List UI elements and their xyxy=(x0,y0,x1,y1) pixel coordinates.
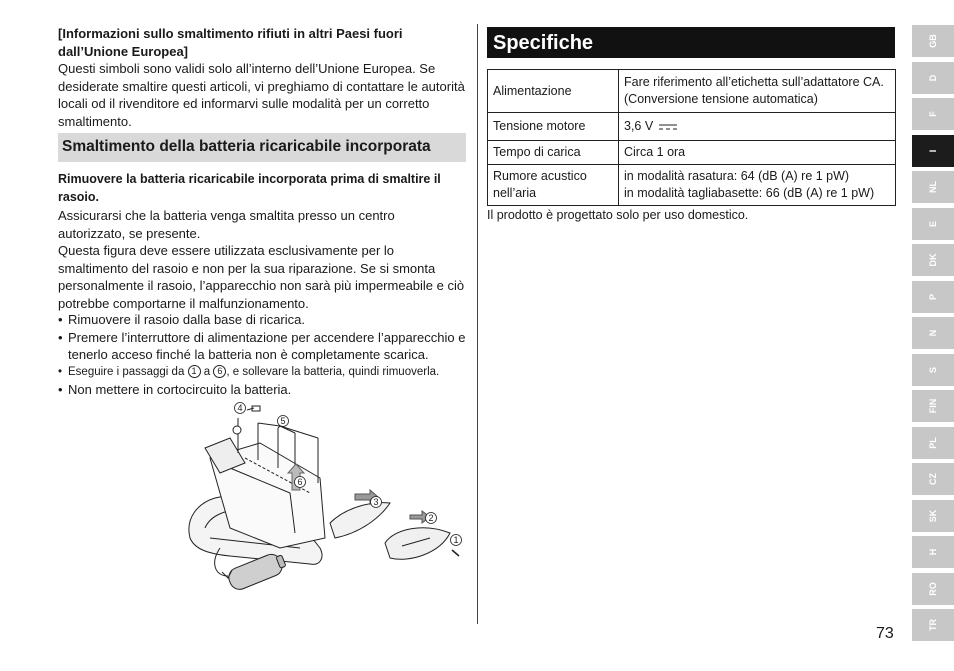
language-tab-label: H xyxy=(928,548,938,556)
battery-section-heading: Smaltimento della batteria ricaricabile incorporata xyxy=(58,133,466,162)
language-tab-i[interactable] xyxy=(912,135,954,167)
spec-value: Fare riferimento all’etichetta sull’adattatore CA. (Conversione tensione automatica) xyxy=(619,70,896,113)
battery-warning: Rimuovere la batteria ricaricabile incorporata prima di smaltire il rasoio. xyxy=(58,172,441,204)
language-tab-h[interactable] xyxy=(912,536,954,568)
list-item: • Premere l’interruttore di alimentazione per accendere l’apparecchio e tenerlo acceso finché la batteria non è completamente scarica. xyxy=(58,329,466,364)
language-tab-label: E xyxy=(928,220,938,227)
column-divider xyxy=(477,24,478,624)
dc-symbol-icon xyxy=(659,123,677,131)
callout-5: 5 xyxy=(280,416,286,426)
language-tab-pl[interactable] xyxy=(912,427,954,459)
spec-value: 3,6 V xyxy=(624,119,654,133)
language-tab-label: FIN xyxy=(928,398,938,414)
callout-3: 3 xyxy=(373,497,379,507)
language-tab-label: D xyxy=(928,74,938,81)
domestic-use-note: Il prodotto è progettato solo per uso domestico. xyxy=(487,208,749,222)
disassembly-illustration xyxy=(170,398,470,603)
language-tab-nl[interactable] xyxy=(912,171,954,203)
spec-value-cell xyxy=(619,165,896,206)
spec-value: Circa 1 ora xyxy=(619,141,896,165)
spec-value-cell xyxy=(619,113,896,141)
language-tab-label: DK xyxy=(928,253,938,267)
callout-6: 6 xyxy=(297,477,303,487)
language-tab-tr[interactable] xyxy=(912,609,954,641)
battery-paragraph-2: Questa figura deve essere utilizzata esclusivamente per lo smaltimento del rasoio e non per la sua riparazione. Se si smonta personalmente il rasoio, l’apparecchio non sarà più impermeabile e ciò potrebbe comportarne il malfunzionamento. xyxy=(58,243,465,311)
step-number-from: 1 xyxy=(188,365,201,378)
page-number: 73 xyxy=(876,625,894,642)
language-tab-n[interactable] xyxy=(912,317,954,349)
table-row xyxy=(488,141,896,165)
language-tab-label: P xyxy=(928,293,938,300)
language-tab-label: SK xyxy=(928,509,938,522)
language-tab-s[interactable] xyxy=(912,354,954,386)
language-tab-sk[interactable] xyxy=(912,500,954,532)
callout-4: 4 xyxy=(237,403,243,413)
language-tab-dk[interactable] xyxy=(912,244,954,276)
language-tab-label: I xyxy=(928,149,938,152)
steps-mid: a xyxy=(200,365,214,378)
language-tab-label: PL xyxy=(928,436,938,449)
battery-paragraph-1: Assicurarsi che la batteria venga smaltita presso un centro autorizzato, se presente. xyxy=(58,208,395,241)
language-tab-label: NL xyxy=(928,181,938,193)
spec-title: Specifiche xyxy=(487,27,895,58)
list-item: • Rimuovere il rasoio dalla base di ricarica. xyxy=(58,311,466,329)
step-number-to: 6 xyxy=(213,365,226,378)
language-tab-label: F xyxy=(928,111,938,117)
list-item-steps xyxy=(58,364,466,382)
language-tab-label: GB xyxy=(928,34,938,48)
table-row xyxy=(488,113,896,141)
callout-1: 1 xyxy=(453,535,459,545)
spec-value-line: in modalità tagliabasette: 66 (dB (A) re 1 pW) xyxy=(624,186,875,200)
spec-label: Tempo di carica xyxy=(488,141,619,165)
language-tab-fin[interactable] xyxy=(912,390,954,422)
spec-table xyxy=(487,69,896,206)
language-tab-label: S xyxy=(928,366,938,373)
info-heading: [Informazioni sullo smaltimento rifiuti in altri Paesi fuori dall’Unione Europea] xyxy=(58,26,403,59)
steps-suffix: , e sollevare la batteria, quindi rimuoverla. xyxy=(226,365,440,378)
language-tab-label: RO xyxy=(928,581,938,596)
spec-label: Rumore acustico nell’aria xyxy=(488,165,619,206)
table-row xyxy=(488,165,896,206)
language-tab-f[interactable] xyxy=(912,98,954,130)
table-row xyxy=(488,70,896,113)
language-tab-ro[interactable] xyxy=(912,573,954,605)
spec-value-line: in modalità rasatura: 64 (dB (A) re 1 pW) xyxy=(624,169,850,183)
list-item: • Non mettere in cortocircuito la batteria. xyxy=(58,381,466,399)
language-tab-label: N xyxy=(928,329,938,337)
spec-label: Alimentazione xyxy=(488,70,619,113)
language-tab-p[interactable] xyxy=(912,281,954,313)
language-tab-cz[interactable] xyxy=(912,463,954,495)
language-tab-label: TR xyxy=(928,619,938,631)
spec-label: Tensione motore xyxy=(488,113,619,141)
info-body: Questi simboli sono validi solo all’interno dell’Unione Europea. Se desiderate smaltire questi articoli, vi preghiamo di contattare le autorità locali od il rivenditore ed informarvi sulle modalità per un corretto smaltimento. xyxy=(58,61,465,129)
callout-2: 2 xyxy=(428,513,434,523)
language-tab-gb[interactable] xyxy=(912,25,954,57)
battery-bullet-list xyxy=(58,311,466,399)
language-tab-d[interactable] xyxy=(912,62,954,94)
steps-prefix: Eseguire i passaggi da xyxy=(68,365,188,378)
language-tab-e[interactable] xyxy=(912,208,954,240)
language-tab-label: CZ xyxy=(928,473,938,485)
